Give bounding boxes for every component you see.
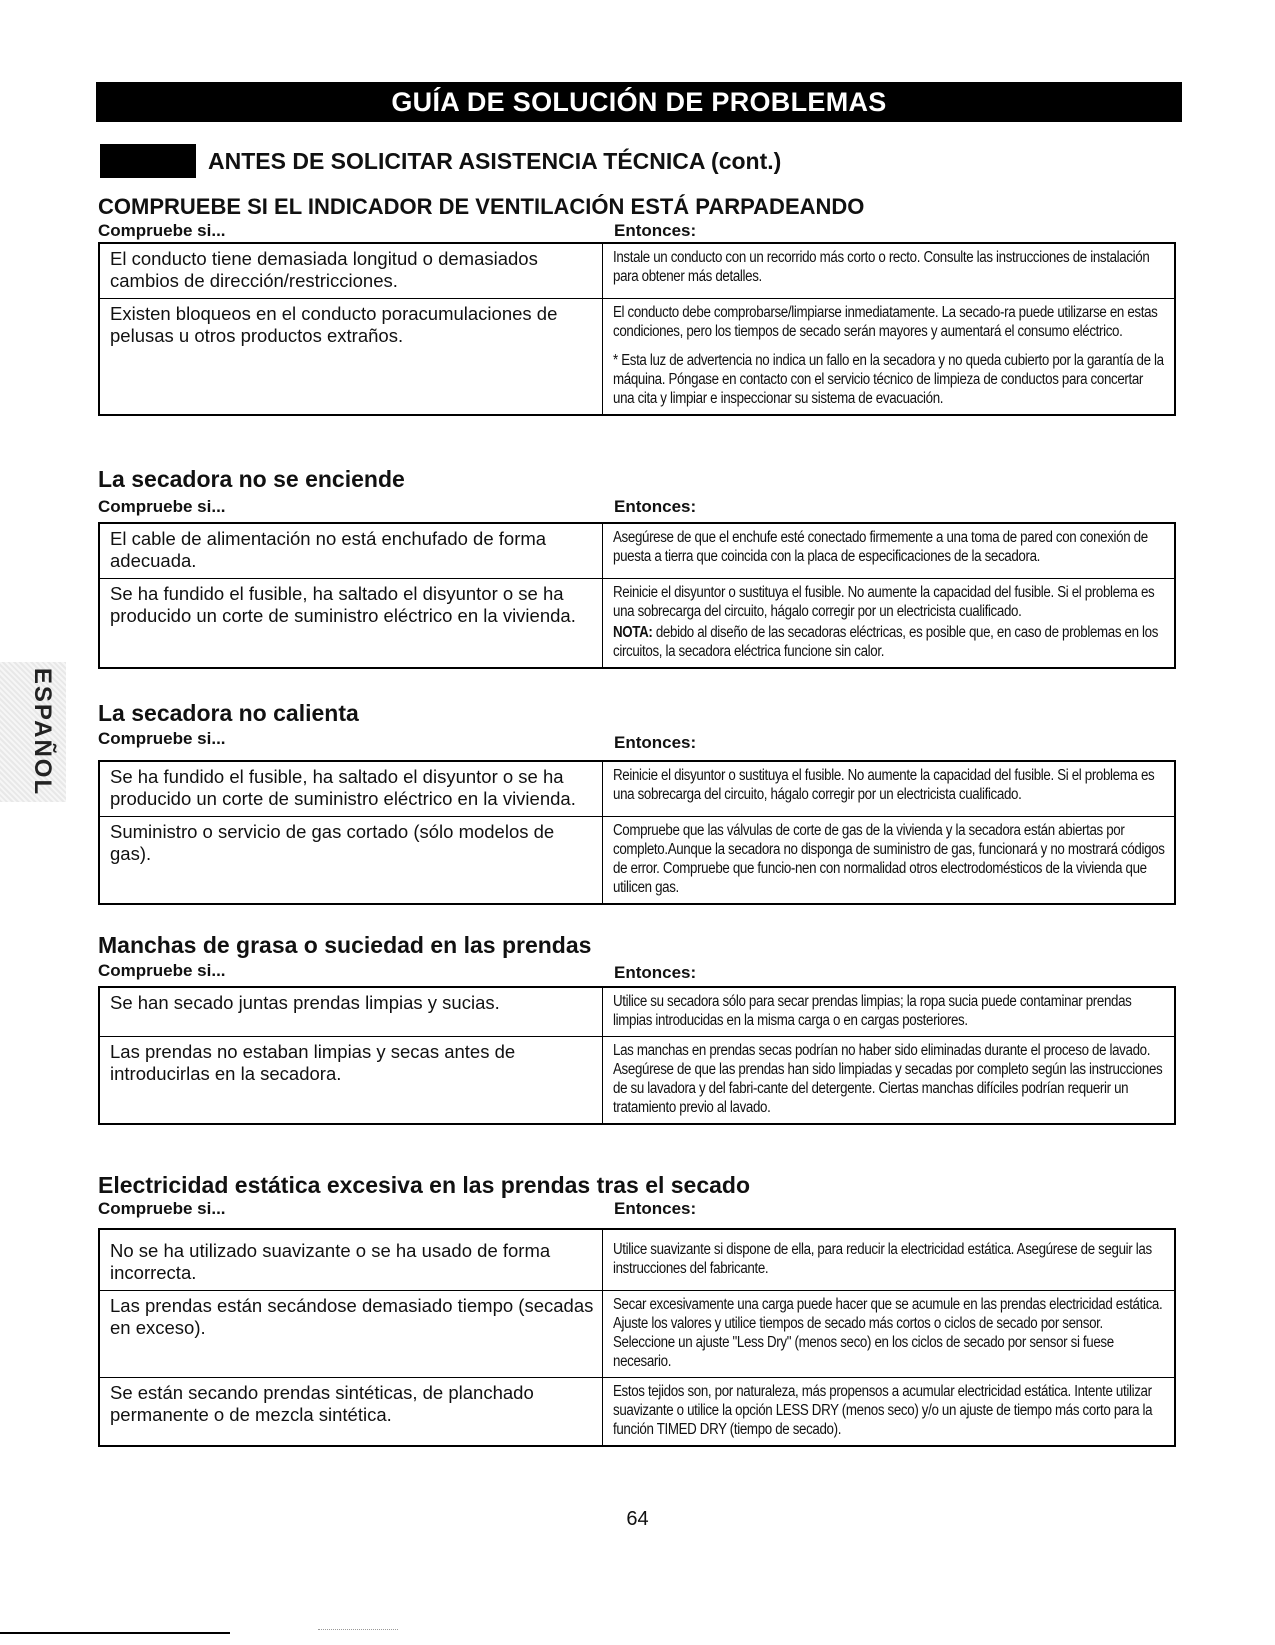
troubleshoot-table [98, 522, 1176, 669]
then-text: Instale un conducto con un recorrido más corto o recto. Consulte las instrucciones de instalación para obtener más detalles. [613, 249, 1150, 285]
then-cell [603, 523, 1176, 579]
column-header-check: Compruebe si... [98, 1199, 226, 1218]
then-text: Utilice suavizante si dispone de ella, para reducir la electricidad estática. Asegúrese de seguir las instrucciones del fabricante. [613, 1241, 1152, 1277]
check-cell: Se ha fundido el fusible, ha saltado el disyuntor o se ha producido un corte de suministro eléctrico en la vivienda. [99, 579, 603, 669]
then-text: Secar excesivamente una carga puede hacer que se acumule en las prendas electricidad estática. Ajuste los valores y utilice tiempos de secado más cortos o ciclos de secado por sensor. Seleccione un ajuste "Less Dry" (menos seco) en los ciclos de secado por sensor si fuese necesario. [613, 1296, 1163, 1370]
language-tab-label: ESPAÑOL [29, 667, 56, 797]
then-text: Estos tejidos son, por naturaleza, más propensos a acumular electricidad estática. Intente utilizar suavizante o utilice la opción LESS DRY (menos seco) y/o un ajuste de tiempo más corto para la función TIMED DRY (tiempo de secado). [613, 1383, 1153, 1438]
then-cell [603, 761, 1176, 817]
section-title: La secadora no calienta [98, 700, 359, 726]
table-row [99, 1378, 1175, 1447]
table-row [99, 1037, 1175, 1125]
check-cell: El cable de alimentación no está enchufado de forma adecuada. [99, 523, 603, 579]
column-header-then: Entonces: [614, 497, 697, 516]
then-text: Compruebe que las válvulas de corte de gas de la vivienda y la secadora están abiertas por completo.Aunque la secadora no disponga de suministro de gas, funcionará y no mostrará códigos de error. Compruebe que funcio-nen con normalidad otros electrodomésticos de la vivienda que utilicen gas. [613, 822, 1165, 896]
troubleshoot-section-no-power [98, 466, 1178, 669]
subheading-block-marker [100, 144, 196, 178]
then-text: Asegúrese de que el enchufe esté conectado firmemente a una toma de pared con conexión de puesta a tierra que coincida con la placa de especificaciones de la secadora. [613, 529, 1148, 565]
table-row [99, 761, 1175, 817]
footer-rule [0, 1632, 230, 1634]
column-header-then: Entonces: [614, 733, 697, 752]
then-cell [603, 299, 1176, 416]
check-cell: Las prendas no estaban limpias y secas antes de introducirlas en la secadora. [99, 1037, 603, 1125]
check-cell: Se ha fundido el fusible, ha saltado el disyuntor o se ha producido un corte de suministro eléctrico en la vivienda. [99, 761, 603, 817]
troubleshoot-table [98, 986, 1176, 1125]
page-banner: GUÍA DE SOLUCIÓN DE PROBLEMAS [96, 82, 1182, 122]
column-headers [98, 960, 1178, 982]
section-title: COMPRUEBE SI EL INDICADOR DE VENTILACIÓN ESTÁ PARPADEANDO [98, 194, 865, 219]
column-header-then: Entonces: [614, 963, 697, 982]
table-row [99, 523, 1175, 579]
table-row [99, 817, 1175, 905]
check-cell: No se ha utilizado suavizante o se ha usado de forma incorrecta. [99, 1229, 603, 1291]
column-header-check: Compruebe si... [98, 729, 226, 748]
then-cell [603, 1291, 1176, 1378]
column-headers [98, 220, 1178, 242]
check-cell: Se han secado juntas prendas limpias y sucias. [99, 987, 603, 1037]
then-text: Reinicie el disyuntor o sustituya el fusible. No aumente la capacidad del fusible. Si el problema es una sobrecarga del circuito, hágalo corregir por un electricista cualificado. [613, 584, 1155, 620]
column-headers [98, 496, 1178, 518]
check-cell: Existen bloqueos en el conducto poracumulaciones de pelusas u otros productos extraños. [99, 299, 603, 416]
troubleshoot-section-grease-stains [98, 932, 1178, 1125]
check-cell: El conducto tiene demasiada longitud o demasiados cambios de dirección/restricciones. [99, 243, 603, 299]
table-row [99, 1291, 1175, 1378]
then-cell [603, 1229, 1176, 1291]
troubleshoot-section-no-heat [98, 700, 1178, 905]
then-cell [603, 817, 1176, 905]
check-cell: Se están secando prendas sintéticas, de planchado permanente o de mezcla sintética. [99, 1378, 603, 1447]
column-header-then: Entonces: [614, 221, 697, 240]
footer-dotted-rule [318, 1629, 398, 1633]
table-row [99, 579, 1175, 669]
then-text: Utilice su secadora sólo para secar prendas limpias; la ropa sucia puede contaminar prendas limpias introducidas en la misma carga o en cargas posteriores. [613, 993, 1132, 1029]
table-row [99, 1229, 1175, 1291]
table-row [99, 243, 1175, 299]
troubleshoot-section-static [98, 1172, 1178, 1447]
table-row [99, 987, 1175, 1037]
then-text: Las manchas en prendas secas podrían no haber sido eliminadas durante el proceso de lavado. Asegúrese de que las prendas han sido limpiadas y secadas por completo según las instrucciones de su lavadora y del fabri-cante del detergente. Ciertas manchas difíciles podrían requerir un tratamiento previo al lavado. [613, 1042, 1163, 1116]
warning-note: * Esta luz de advertencia no indica un fallo en la secadora y no queda cubierto por la garantía de la máquina. Póngase en contacto con el servicio técnico de limpieza de conductos para concertar una cita y limpiar e inspeccionar su sistema de evacuación. [613, 352, 1164, 407]
troubleshoot-table [98, 1228, 1176, 1447]
section-title: Electricidad estática excesiva en las prendas tras el secado [98, 1172, 751, 1198]
troubleshoot-section-vent-indicator [98, 194, 1178, 416]
column-headers [98, 728, 1178, 750]
then-cell [603, 579, 1176, 669]
column-header-check: Compruebe si... [98, 497, 226, 516]
table-row [99, 299, 1175, 416]
page-number: 64 [626, 1508, 649, 1530]
troubleshoot-table [98, 242, 1176, 416]
section-subheading [100, 144, 781, 178]
then-cell [603, 987, 1176, 1037]
nota-text: debido al diseño de las secadoras eléctricas, es posible que, en caso de problemas en los circuitos, la secadora eléctrica funcione sin calor. [613, 624, 1159, 660]
then-text: El conducto debe comprobarse/limpiarse inmediatamente. La secado-ra puede utilizarse en estas condiciones, pero los tiempos de secado serán mayores y aumentará el consumo eléctrico. [613, 304, 1158, 340]
then-cell [603, 1378, 1176, 1447]
then-cell [603, 243, 1176, 299]
section-title: La secadora no se enciende [98, 466, 405, 492]
column-header-then: Entonces: [614, 1199, 697, 1218]
column-header-check: Compruebe si... [98, 961, 226, 980]
nota-label: NOTA: [613, 624, 653, 641]
troubleshoot-table [98, 760, 1176, 905]
subheading-text: ANTES DE SOLICITAR ASISTENCIA TÉCNICA (cont.) [208, 147, 782, 174]
section-title: Manchas de grasa o suciedad en las prendas [98, 932, 592, 958]
then-text: Reinicie el disyuntor o sustituya el fusible. No aumente la capacidad del fusible. Si el problema es una sobrecarga del circuito, hágalo corregir por un electricista cualificado. [613, 767, 1155, 803]
check-cell: Suministro o servicio de gas cortado (sólo modelos de gas). [99, 817, 603, 905]
column-header-check: Compruebe si... [98, 221, 226, 240]
nota-paragraph [613, 623, 1165, 661]
language-side-tab [0, 662, 66, 802]
column-headers [98, 1198, 1178, 1220]
check-cell: Las prendas están secándose demasiado tiempo (secadas en exceso). [99, 1291, 603, 1378]
then-cell [603, 1037, 1176, 1125]
